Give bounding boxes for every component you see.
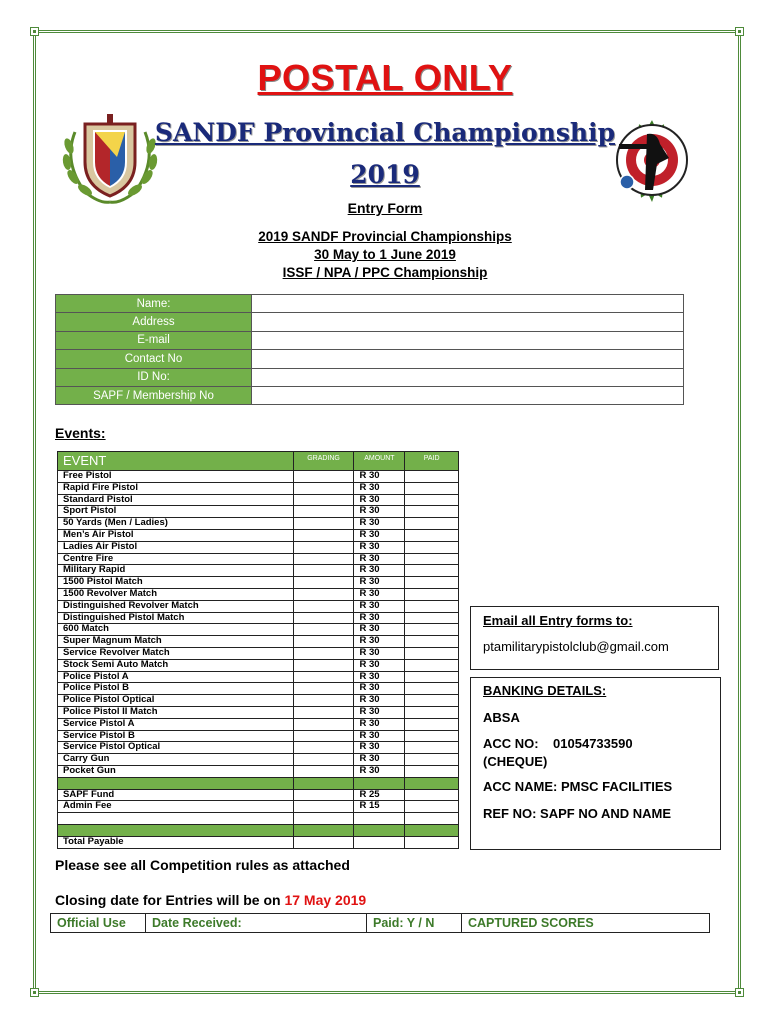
- grading-cell[interactable]: [293, 801, 354, 813]
- registration-row: [56, 331, 684, 349]
- border-corner: [30, 27, 39, 36]
- banking-details-box: [470, 677, 721, 850]
- event-name-cell: Centre Fire: [58, 553, 294, 565]
- postal-only-heading: POSTAL ONLY: [257, 57, 513, 98]
- event-name-cell: Service Revolver Match: [58, 647, 294, 659]
- paid-label: Paid: Y / N: [367, 914, 462, 933]
- paid-cell[interactable]: [405, 730, 459, 742]
- amount-cell: [354, 813, 405, 825]
- amount-cell: R 30: [354, 695, 405, 707]
- event-name-cell: Service Pistol Optical: [58, 742, 294, 754]
- closing-date-value: 17 May 2019: [284, 892, 367, 908]
- event-row: [58, 647, 459, 659]
- email-info-box: [470, 606, 719, 670]
- bank-name: ABSA: [483, 710, 520, 725]
- event-row: [58, 624, 459, 636]
- reference-number: REF NO: SAPF NO AND NAME: [483, 806, 672, 821]
- grading-cell[interactable]: [293, 565, 354, 577]
- paid-cell[interactable]: [405, 695, 459, 707]
- amount-cell: R 30: [354, 624, 405, 636]
- grading-cell[interactable]: [293, 765, 354, 777]
- championship-title: SANDF Provincial Championship: [154, 118, 616, 147]
- subtitle-championships: 2019 SANDF Provincial Championships: [258, 229, 512, 244]
- amount-cell: R 30: [354, 742, 405, 754]
- paid-cell[interactable]: [405, 588, 459, 600]
- amount-cell: R 30: [354, 754, 405, 766]
- paid-cell[interactable]: [405, 789, 459, 801]
- amount-cell: [354, 824, 405, 836]
- paid-cell[interactable]: [405, 671, 459, 683]
- grading-cell[interactable]: [293, 695, 354, 707]
- paid-cell[interactable]: [405, 765, 459, 777]
- registration-field-label: E-mail: [56, 331, 252, 349]
- official-use-label: Official Use: [51, 914, 146, 933]
- event-name-cell: Police Pistol Optical: [58, 695, 294, 707]
- registration-field-label: SAPF / Membership No: [56, 386, 252, 404]
- paid-cell[interactable]: [405, 777, 459, 789]
- amount-cell: R 30: [354, 671, 405, 683]
- event-name-cell: Pocket Gun: [58, 765, 294, 777]
- event-name-cell: Total Payable: [58, 836, 294, 848]
- amount-cell: R 30: [354, 647, 405, 659]
- amount-cell: R 30: [354, 600, 405, 612]
- event-name-cell: Admin Fee: [58, 801, 294, 813]
- paid-cell[interactable]: [405, 813, 459, 825]
- event-row: [58, 565, 459, 577]
- grading-cell[interactable]: [293, 541, 354, 553]
- grading-cell[interactable]: [293, 742, 354, 754]
- captured-scores-label: CAPTURED SCORES: [462, 914, 710, 933]
- event-name-cell: 50 Yards (Men / Ladies): [58, 518, 294, 530]
- closing-date-prefix: Closing date for Entries will be on: [55, 892, 285, 908]
- event-name-cell: Service Pistol A: [58, 718, 294, 730]
- event-row: [58, 718, 459, 730]
- email-title: Email all Entry forms to:: [483, 613, 633, 628]
- paid-cell[interactable]: [405, 647, 459, 659]
- event-name-cell: Police Pistol II Match: [58, 706, 294, 718]
- account-type: (CHEQUE): [483, 754, 548, 769]
- amount-cell: R 30: [354, 588, 405, 600]
- amount-cell: R 30: [354, 659, 405, 671]
- event-name-cell: Rapid Fire Pistol: [58, 482, 294, 494]
- event-row: [58, 754, 459, 766]
- paid-cell[interactable]: [405, 565, 459, 577]
- column-header-paid: PAID: [405, 452, 459, 471]
- registration-field-input[interactable]: [252, 350, 684, 368]
- event-row: [58, 506, 459, 518]
- amount-cell: R 30: [354, 730, 405, 742]
- grading-cell[interactable]: [293, 683, 354, 695]
- border-corner: [735, 27, 744, 36]
- paid-cell[interactable]: [405, 659, 459, 671]
- event-row: [58, 482, 459, 494]
- grading-cell[interactable]: [293, 730, 354, 742]
- column-header-grading: GRADING: [293, 452, 354, 471]
- registration-table: [55, 294, 684, 405]
- event-row: [58, 706, 459, 718]
- registration-field-label: Name:: [56, 295, 252, 313]
- championship-year: 2019: [350, 160, 420, 189]
- event-name-cell: 1500 Pistol Match: [58, 577, 294, 589]
- grading-cell[interactable]: [293, 612, 354, 624]
- event-name-cell: Men’s Air Pistol: [58, 529, 294, 541]
- grading-cell[interactable]: [293, 659, 354, 671]
- event-row: [58, 600, 459, 612]
- amount-cell: R 25: [354, 789, 405, 801]
- fee-row: [58, 801, 459, 813]
- amount-cell: [354, 777, 405, 789]
- event-row: [58, 636, 459, 648]
- registration-field-input[interactable]: [252, 386, 684, 404]
- grading-cell[interactable]: [293, 824, 354, 836]
- event-row: [58, 518, 459, 530]
- column-header-amount: AMOUNT: [354, 452, 405, 471]
- paid-cell[interactable]: [405, 494, 459, 506]
- border-corner: [735, 988, 744, 997]
- registration-field-input[interactable]: [252, 368, 684, 386]
- amount-cell: R 30: [354, 529, 405, 541]
- event-name-cell: Distinguished Revolver Match: [58, 600, 294, 612]
- event-row: [58, 612, 459, 624]
- amount-cell: R 15: [354, 801, 405, 813]
- event-row: [58, 695, 459, 707]
- paid-cell[interactable]: [405, 529, 459, 541]
- events-header-row: [58, 452, 459, 471]
- paid-cell[interactable]: [405, 518, 459, 530]
- event-name-cell: 1500 Revolver Match: [58, 588, 294, 600]
- event-name-cell: Service Pistol B: [58, 730, 294, 742]
- event-name-cell: Free Pistol: [58, 471, 294, 483]
- registration-field-input[interactable]: [252, 295, 684, 313]
- grading-cell[interactable]: [293, 553, 354, 565]
- amount-cell: [354, 836, 405, 848]
- grading-cell[interactable]: [293, 718, 354, 730]
- event-name-cell: Stock Semi Auto Match: [58, 659, 294, 671]
- event-row: [58, 529, 459, 541]
- separator-row: [58, 777, 459, 789]
- paid-cell[interactable]: [405, 541, 459, 553]
- amount-cell: R 30: [354, 612, 405, 624]
- amount-cell: R 30: [354, 577, 405, 589]
- registration-row: [56, 368, 684, 386]
- grading-cell[interactable]: [293, 518, 354, 530]
- amount-cell: R 30: [354, 718, 405, 730]
- grading-cell[interactable]: [293, 636, 354, 648]
- amount-cell: R 30: [354, 765, 405, 777]
- event-name-cell: Carry Gun: [58, 754, 294, 766]
- event-row: [58, 671, 459, 683]
- event-row: [58, 683, 459, 695]
- paid-cell[interactable]: [405, 482, 459, 494]
- official-use-table: [50, 913, 710, 933]
- paid-cell[interactable]: [405, 636, 459, 648]
- fee-row: [58, 789, 459, 801]
- grading-cell[interactable]: [293, 482, 354, 494]
- registration-field-label: ID No:: [56, 368, 252, 386]
- event-row: [58, 588, 459, 600]
- paid-cell[interactable]: [405, 506, 459, 518]
- paid-cell[interactable]: [405, 754, 459, 766]
- grading-cell[interactable]: [293, 789, 354, 801]
- grading-cell[interactable]: [293, 706, 354, 718]
- registration-field-label: Contact No: [56, 350, 252, 368]
- paid-cell[interactable]: [405, 471, 459, 483]
- paid-cell[interactable]: [405, 624, 459, 636]
- total-row: [58, 836, 459, 848]
- registration-row: [56, 350, 684, 368]
- paid-cell[interactable]: [405, 706, 459, 718]
- banking-title: BANKING DETAILS:: [483, 683, 607, 698]
- grading-cell[interactable]: [293, 494, 354, 506]
- event-row: [58, 742, 459, 754]
- blank-row: [58, 813, 459, 825]
- account-name: ACC NAME: PMSC FACILITIES: [483, 779, 673, 794]
- rules-note: Please see all Competition rules as attached: [55, 857, 350, 873]
- paid-cell[interactable]: [405, 577, 459, 589]
- grading-cell[interactable]: [293, 529, 354, 541]
- subtitle-dates: 30 May to 1 June 2019: [314, 247, 456, 262]
- event-name-cell: Ladies Air Pistol: [58, 541, 294, 553]
- amount-cell: R 30: [354, 506, 405, 518]
- amount-cell: R 30: [354, 553, 405, 565]
- grading-cell[interactable]: [293, 600, 354, 612]
- event-name-cell: [58, 813, 294, 825]
- registration-row: [56, 295, 684, 313]
- grading-cell[interactable]: [293, 754, 354, 766]
- paid-cell[interactable]: [405, 718, 459, 730]
- event-name-cell: Distinguished Pistol Match: [58, 612, 294, 624]
- amount-cell: R 30: [354, 565, 405, 577]
- event-row: [58, 659, 459, 671]
- amount-cell: R 30: [354, 683, 405, 695]
- amount-cell: R 30: [354, 706, 405, 718]
- amount-cell: R 30: [354, 482, 405, 494]
- registration-field-label: Address: [56, 313, 252, 331]
- events-table: [57, 451, 459, 849]
- event-name-cell: SAPF Fund: [58, 789, 294, 801]
- grading-cell[interactable]: [293, 836, 354, 848]
- registration-field-input[interactable]: [252, 331, 684, 349]
- registration-row: [56, 386, 684, 404]
- grading-cell[interactable]: [293, 813, 354, 825]
- paid-cell[interactable]: [405, 553, 459, 565]
- border-corner: [30, 988, 39, 997]
- grading-cell[interactable]: [293, 588, 354, 600]
- registration-row: [56, 313, 684, 331]
- event-row: [58, 765, 459, 777]
- entry-form-heading: Entry Form: [347, 200, 423, 216]
- grading-cell[interactable]: [293, 506, 354, 518]
- grading-cell[interactable]: [293, 471, 354, 483]
- event-name-cell: 600 Match: [58, 624, 294, 636]
- event-name-cell: [58, 777, 294, 789]
- event-name-cell: Police Pistol A: [58, 671, 294, 683]
- event-name-cell: Police Pistol B: [58, 683, 294, 695]
- registration-field-input[interactable]: [252, 313, 684, 331]
- email-address[interactable]: ptamilitarypistolclub@gmail.com: [483, 639, 669, 654]
- grading-cell[interactable]: [293, 777, 354, 789]
- amount-cell: R 30: [354, 471, 405, 483]
- event-name-cell: Super Magnum Match: [58, 636, 294, 648]
- grading-cell[interactable]: [293, 577, 354, 589]
- amount-cell: R 30: [354, 494, 405, 506]
- event-row: [58, 494, 459, 506]
- amount-cell: R 30: [354, 541, 405, 553]
- events-heading: Events:: [55, 425, 106, 441]
- amount-cell: R 30: [354, 636, 405, 648]
- grading-cell[interactable]: [293, 647, 354, 659]
- grading-cell[interactable]: [293, 624, 354, 636]
- event-row: [58, 541, 459, 553]
- paid-cell[interactable]: [405, 612, 459, 624]
- paid-cell[interactable]: [405, 600, 459, 612]
- event-name-cell: Sport Pistol: [58, 506, 294, 518]
- subtitle-disciplines: ISSF / NPA / PPC Championship: [282, 265, 488, 280]
- closing-date-note: [55, 892, 366, 908]
- paid-cell[interactable]: [405, 801, 459, 813]
- column-header-event: EVENT: [58, 452, 294, 471]
- paid-cell[interactable]: [405, 824, 459, 836]
- event-row: [58, 553, 459, 565]
- paid-cell[interactable]: [405, 836, 459, 848]
- separator-row: [58, 824, 459, 836]
- event-row: [58, 730, 459, 742]
- event-name-cell: [58, 824, 294, 836]
- account-number: ACC NO: 01054733590: [483, 736, 633, 751]
- event-row: [58, 471, 459, 483]
- date-received-label: Date Received:: [146, 914, 367, 933]
- paid-cell[interactable]: [405, 683, 459, 695]
- event-name-cell: Military Rapid: [58, 565, 294, 577]
- paid-cell[interactable]: [405, 742, 459, 754]
- event-name-cell: Standard Pistol: [58, 494, 294, 506]
- grading-cell[interactable]: [293, 671, 354, 683]
- event-row: [58, 577, 459, 589]
- amount-cell: R 30: [354, 518, 405, 530]
